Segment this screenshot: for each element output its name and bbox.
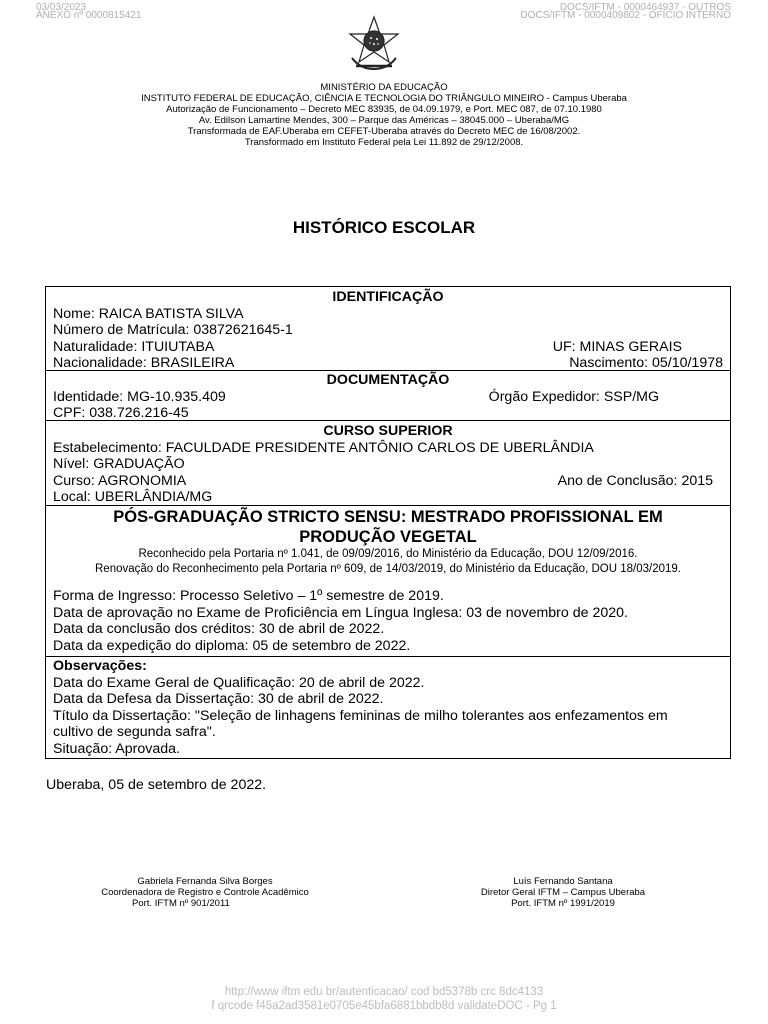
pos-graduacao-heading-1: PÓS-GRADUAÇÃO STRICTO SENSU: MESTRADO PROFISSIONAL EM [113, 508, 663, 526]
identificacao-heading: IDENTIFICAÇÃO [332, 289, 444, 305]
stamp-doc-outros: DOCS/IFTM - 0000464937 - OUTROS [559, 2, 731, 13]
section-pos-graduacao [45, 505, 731, 657]
section-documentacao [45, 370, 731, 421]
signature-right-role: Diretor Geral IFTM – Campus Uberaba [480, 887, 646, 898]
signature-right-name: Luís Fernando Santana [513, 876, 613, 887]
field-nascimento: Nascimento: 05/10/1978 [569, 355, 723, 371]
header-transformed-if: Transformado em Instituto Federal pela Lei 11.892 de 29/12/2008. [244, 137, 524, 148]
section-observacoes [45, 656, 731, 759]
observacoes-heading: Observações: [53, 658, 147, 674]
header-transformed-cefet: Transformada de EAF.Uberaba em CEFET-Uberaba através do Decreto MEC de 16/08/2002. [187, 126, 581, 137]
stamp-doc-oficio: DOCS/IFTM - 0000409802 - OFÍCIO INTERNO [520, 10, 731, 21]
field-defesa: Data da Defesa da Dissertação: 30 de abril de 2022. [53, 691, 384, 707]
field-nome: Nome: RAICA BATISTA SILVA [53, 305, 244, 322]
field-curso: Curso: AGRONOMIA [53, 472, 187, 489]
field-ano-conclusao: Ano de Conclusão: 2015 [557, 472, 713, 489]
header-address: Av. Edilson Lamartine Mendes, 300 – Parque das Américas – 38045.000 – Uberaba/MG [198, 115, 570, 126]
field-reconhecimento: Reconhecido pela Portaria nº 1.041, de 09/09/2016, do Ministério da Educação, DOU 12/09/2016. [138, 548, 638, 560]
documentacao-heading: DOCUMENTAÇÃO [326, 372, 450, 388]
field-titulo-dissertacao-2: cultivo de segunda safra". [53, 724, 216, 740]
field-orgao-expedidor: Órgão Expedidor: SSP/MG [488, 388, 659, 405]
stamp-date: 03/03/2023 [36, 2, 87, 13]
field-nacionalidade: Nacionalidade: BRASILEIRA [53, 355, 235, 371]
field-exame-qualificacao: Data do Exame Geral de Qualificação: 20 de abril de 2022. [53, 674, 425, 691]
field-nivel: Nível: GRADUAÇÃO [53, 456, 185, 472]
signature-left [60, 876, 350, 909]
field-forma-ingresso: Forma de Ingresso: Processo Seletivo – 1º semestre de 2019. [53, 588, 444, 604]
pos-graduacao-heading-2: PRODUÇÃO VEGETAL [299, 528, 477, 546]
field-renovacao: Renovação do Reconhecimento pela Portaria nº 609, de 14/03/2019, do Ministério da Educação, DOU 18/03/2019. [95, 563, 681, 575]
curso-superior-heading: CURSO SUPERIOR [323, 423, 453, 439]
field-estabelecimento: Estabelecimento: FACULDADE PRESIDENTE ANTÔNIO CARLOS DE UBERLÂNDIA [53, 439, 594, 456]
signature-left-role: Coordenadora de Registro e Controle Acadêmico [101, 887, 309, 898]
header-authorization: Autorização de Funcionamento – Decreto MEC 83935, de 04.09.1979, e Port. MEC 087, de 07.10.1980 [166, 104, 602, 115]
field-local: Local: UBERLÂNDIA/MG [53, 489, 213, 505]
field-proficiencia: Data de aprovação no Exame de Proficiência em Língua Inglesa: 03 de novembro de 2020. [53, 604, 628, 621]
section-curso-superior [45, 420, 731, 506]
field-conclusao-creditos: Data da conclusão dos créditos: 30 de abril de 2022. [53, 621, 385, 637]
field-expedicao-diploma: Data da expedição do diploma: 05 de setembro de 2022. [53, 637, 411, 654]
section-identificacao [45, 286, 731, 371]
field-situacao: Situação: Aprovada. [53, 740, 180, 757]
header-ministry: MINISTÉRIO DA EDUCAÇÃO [320, 82, 448, 93]
field-uf: UF: MINAS GERAIS [552, 338, 682, 355]
signature-left-portaria: Port. IFTM nº 901/2011 [132, 898, 230, 909]
brazil-coat-of-arms-icon [344, 14, 404, 74]
field-naturalidade: Naturalidade: ITUIUTABA [53, 338, 215, 355]
field-titulo-dissertacao-1: Título da Dissertação: "Seleção de linhagens femininas de milho tolerantes aos enfezamentos em [53, 707, 668, 724]
signature-right-portaria: Port. IFTM nº 1991/2019 [511, 898, 615, 909]
document-title: HISTÓRICO ESCOLAR [292, 218, 476, 237]
footer-auth-url: http://www iftm edu br/autenticacao/ cod bd5378b crc 8dc4133 [224, 986, 544, 998]
field-cpf: CPF: 038.726.216-45 [53, 405, 189, 421]
footer-qrcode: f qrcode f45a2ad3581e0705e45bfa6881bbdb8d validateDOC - Pg 1 [211, 1000, 557, 1012]
field-identidade: Identidade: MG-10.935.409 [53, 388, 226, 405]
place-date: Uberaba, 05 de setembro de 2022. [46, 777, 267, 793]
header-institute: INSTITUTO FEDERAL DE EDUCAÇÃO, CIÊNCIA E TECNOLOGIA DO TRIÂNGULO MINEIRO - Campus Uberaba [141, 93, 627, 104]
signature-right [438, 876, 688, 909]
stamp-annex: ANEXO nº 0000815421 [36, 10, 142, 21]
signature-left-name: Gabriela Fernanda Silva Borges [137, 876, 273, 887]
field-matricula: Número de Matrícula: 03872621645-1 [53, 322, 293, 338]
